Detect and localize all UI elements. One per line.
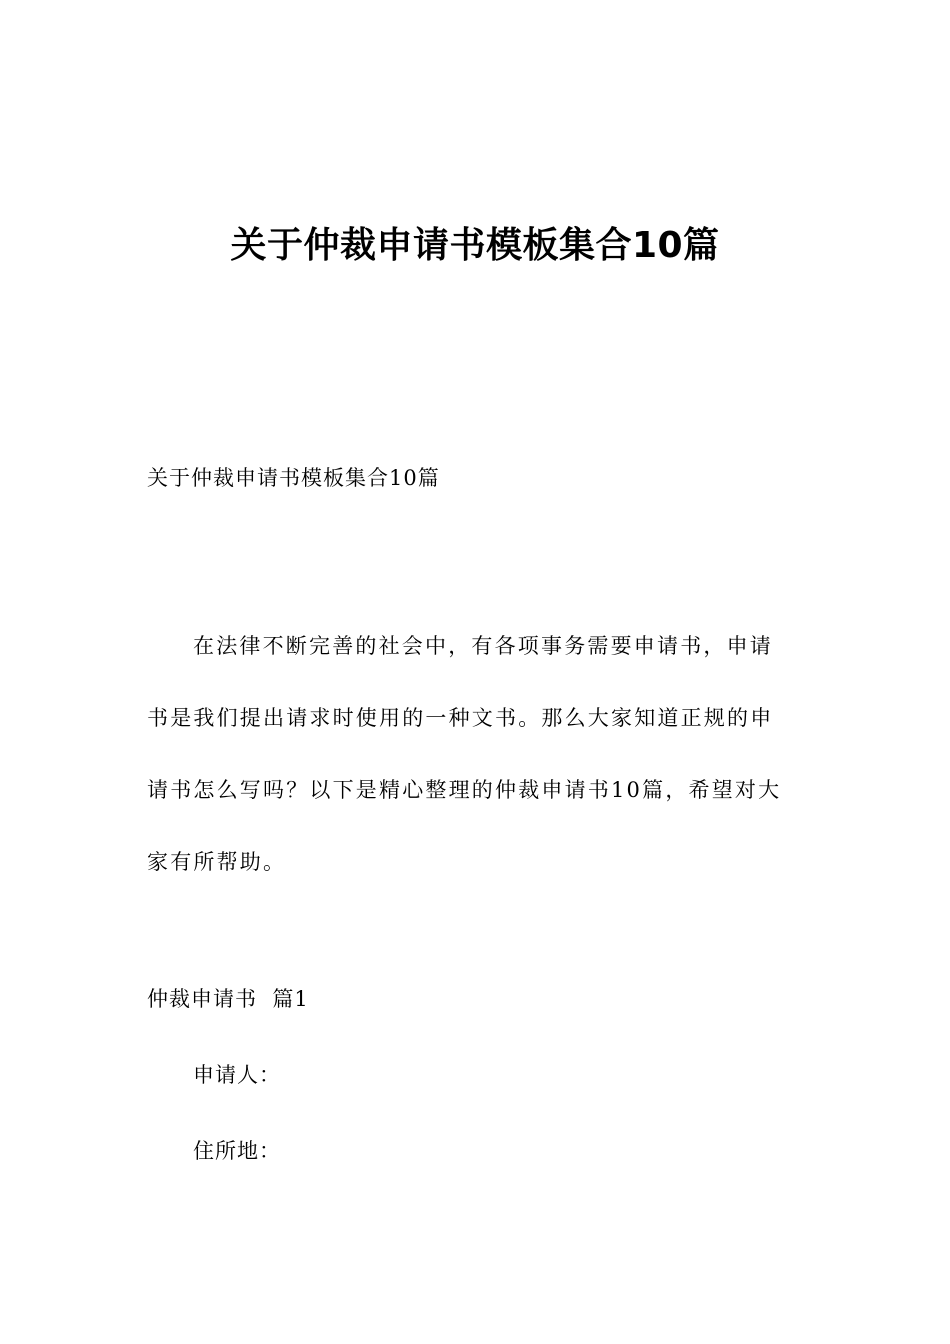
intro-line: 书是我们提出请求时使用的一种文书。那么大家知道正规的申 <box>147 706 774 730</box>
intro-line: 请书怎么写吗？以下是精心整理的仲裁申请书10篇，希望对大 <box>147 778 782 802</box>
section-heading: 仲裁申请书 篇1 <box>147 987 309 1011</box>
intro-line: 家有所帮助。 <box>147 850 287 874</box>
intro-paragraph <box>147 610 807 898</box>
intro-line: 在法律不断完善的社会中，有各项事务需要申请书，申请 <box>193 634 773 658</box>
address-label: 住所地： <box>193 1139 281 1163</box>
document-subtitle: 关于仲裁申请书模板集合10篇 <box>147 466 440 490</box>
document-title: 关于仲裁申请书模板集合10篇 <box>230 225 720 266</box>
applicant-label: 申请人： <box>193 1063 281 1087</box>
